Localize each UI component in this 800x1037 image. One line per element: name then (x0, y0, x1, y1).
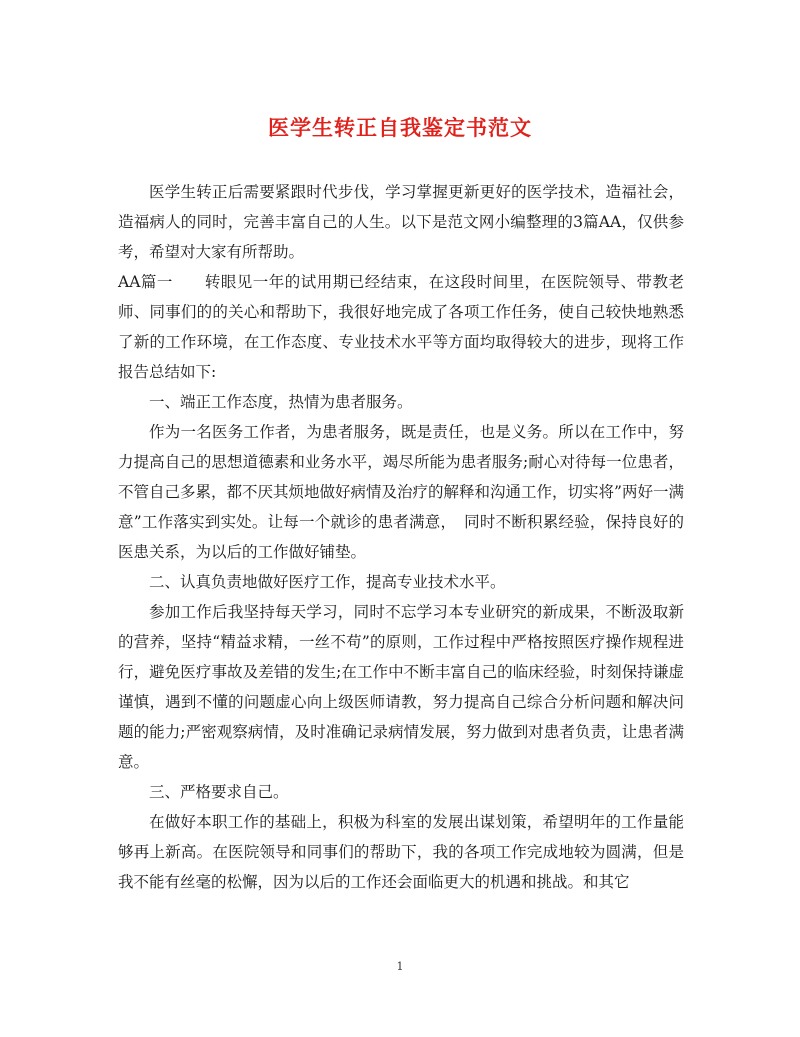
paragraph-intro: 医学生转正后需要紧跟时代步伐，学习掌握更新更好的医学技术，造福社会，造福病人的同时，完善丰富自己的人生。以下是范文网小编整理的3篇AA，仅供参考，希望对大家有所帮助。 (118, 183, 684, 261)
document-body (118, 177, 684, 897)
document-title: 医学生转正自我鉴定书范文 (268, 115, 532, 140)
section-heading-2: 二、认真负责地做好医疗工作，提高专业技术水平。 (149, 573, 506, 591)
paragraph-section-3: 在做好本职工作的基础上，积极为科室的发展出谋划策，希望明年的工作量能够再上新高。在医院领导和同事们的帮助下，我的各项工作完成地较为圆满，但是我不能有丝毫的松懈，因为以后的工作还会面临更大的机遇和挑战。和其它 (118, 813, 684, 891)
section-heading-3: 三、严格要求自己。 (149, 783, 289, 801)
paragraph-section-1: 作为一名医务工作者，为患者服务，既是责任，也是义务。所以在工作中，努力提高自己的思想道德素和业务水平，竭尽所能为患者服务;耐心对待每一位患者，不管自己多累，都不厌其烦地做好病情及治疗的解释和沟通工作，切实将”两好一满意”工作落实到实处。让每一个就诊的患者满意， 同时不断积累经验，保持良好的医患关系，为以后的工作做好铺垫。 (118, 423, 684, 561)
section-heading-1: 一、端正工作态度，热情为患者服务。 (149, 393, 413, 411)
paragraph-article-one: AA篇一 转眼见一年的试用期已经结束，在这段时间里，在医院领导、带教老师、同事们的的关心和帮助下，我很好地完成了各项工作任务，使自己较快地熟悉了新的工作环境，在工作态度、专业技术水平等方面均取得较大的进步，现将工作报告总结如下: (118, 273, 684, 381)
page-number: 1 (396, 960, 404, 973)
paragraph-section-2: 参加工作后我坚持每天学习，同时不忘学习本专业研究的新成果，不断汲取新的营养，坚持“精益求精，一丝不苟”的原则，工作过程中严格按照医疗操作规程进行，避免医疗事故及差错的发生;在工作中不断丰富自己的临床经验，时刻保持谦虚谨慎，遇到不懂的问题虚心向上级医师请教，努力提高自己综合分析问题和解决问题的能力;严密观察病情，及时准确记录病情发展，努力做到对患者负责，让患者满意。 (118, 603, 684, 771)
